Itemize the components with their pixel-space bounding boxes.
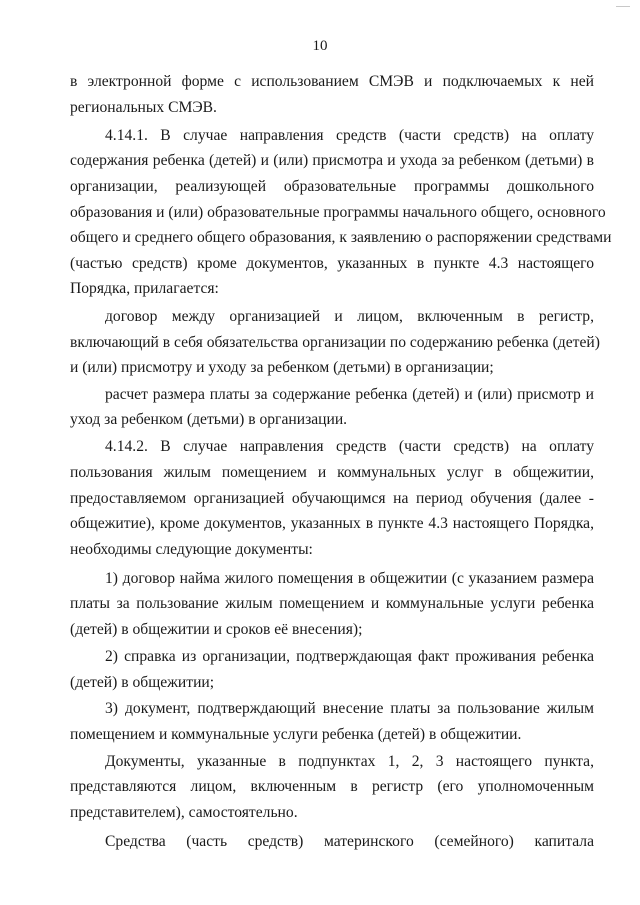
- text-line: Средства (часть средств) материнского (семейного) капитала: [105, 833, 594, 850]
- scan-mark: [616, 6, 630, 7]
- text-line: предоставляемом организацией обучающимся на период обучения (далее -: [70, 490, 594, 507]
- text-line: региональных СМЭВ.: [70, 99, 217, 116]
- text-line: (детей) в общежитии;: [70, 674, 215, 691]
- text-line: общежитие), кроме документов, указанных в пункте 4.3 настоящего Порядка,: [70, 515, 594, 532]
- text-line: включающий в себя обязательства организации по содержанию ребенка (детей): [70, 334, 600, 351]
- text-line: расчет размера платы за содержание ребенка (детей) и (или) присмотр и: [105, 386, 594, 403]
- text-line: (частью средств) кроме документов, указанных в пункте 4.3 настоящего: [70, 255, 594, 272]
- text-line: пользования жилым помещением и коммунальных услуг в общежитии,: [70, 464, 594, 481]
- text-line: необходимы следующие документы:: [70, 541, 313, 558]
- text-line: общего и среднего общего образования, к заявлению о распоряжении средствами: [70, 229, 612, 246]
- text-line: помещением и коммунальные услуги ребенка (детей) в общежитии.: [70, 726, 522, 743]
- text-line: представляются лицом, включенным в регистр (его уполномоченным: [70, 778, 594, 795]
- text-line: 4.14.1. В случае направления средств (части средств) на оплату: [105, 127, 594, 144]
- text-line: и (или) присмотру и уходу за ребенком (детьми) в организации;: [70, 359, 494, 376]
- text-line: уход за ребенком (детьми) в организации.: [70, 411, 348, 428]
- text-line: в электронной форме с использованием СМЭВ и подключаемых к ней: [70, 73, 594, 90]
- text-line: Порядка, прилагается:: [70, 280, 219, 297]
- text-line: платы за пользование жилым помещением и коммунальные услуги ребенка: [70, 595, 594, 612]
- text-line: организации, реализующей образовательные программы дошкольного: [70, 178, 594, 195]
- page-number: 10: [312, 38, 328, 54]
- text-line: образования и (или) образовательные программы начального общего, основного: [70, 204, 606, 221]
- text-line: 1) договор найма жилого помещения в общежитии (с указанием размера: [105, 570, 594, 587]
- text-line: 3) документ, подтверждающий внесение платы за пользование жилым: [105, 700, 594, 717]
- text-line: 4.14.2. В случае направления средств (части средств) на оплату: [105, 438, 594, 455]
- text-line: Документы, указанные в подпунктах 1, 2, 3 настоящего пункта,: [105, 753, 594, 770]
- text-line: (детей) в общежитии и сроков её внесения);: [70, 621, 363, 638]
- text-line: 2) справка из организации, подтверждающая факт проживания ребенка: [105, 648, 594, 665]
- text-line: представителем), самостоятельно.: [70, 804, 298, 821]
- text-line: договор между организацией и лицом, включенным в регистр,: [105, 308, 594, 325]
- text-line: содержания ребенка (детей) и (или) присмотра и ухода за ребенком (детьми) в: [70, 152, 594, 169]
